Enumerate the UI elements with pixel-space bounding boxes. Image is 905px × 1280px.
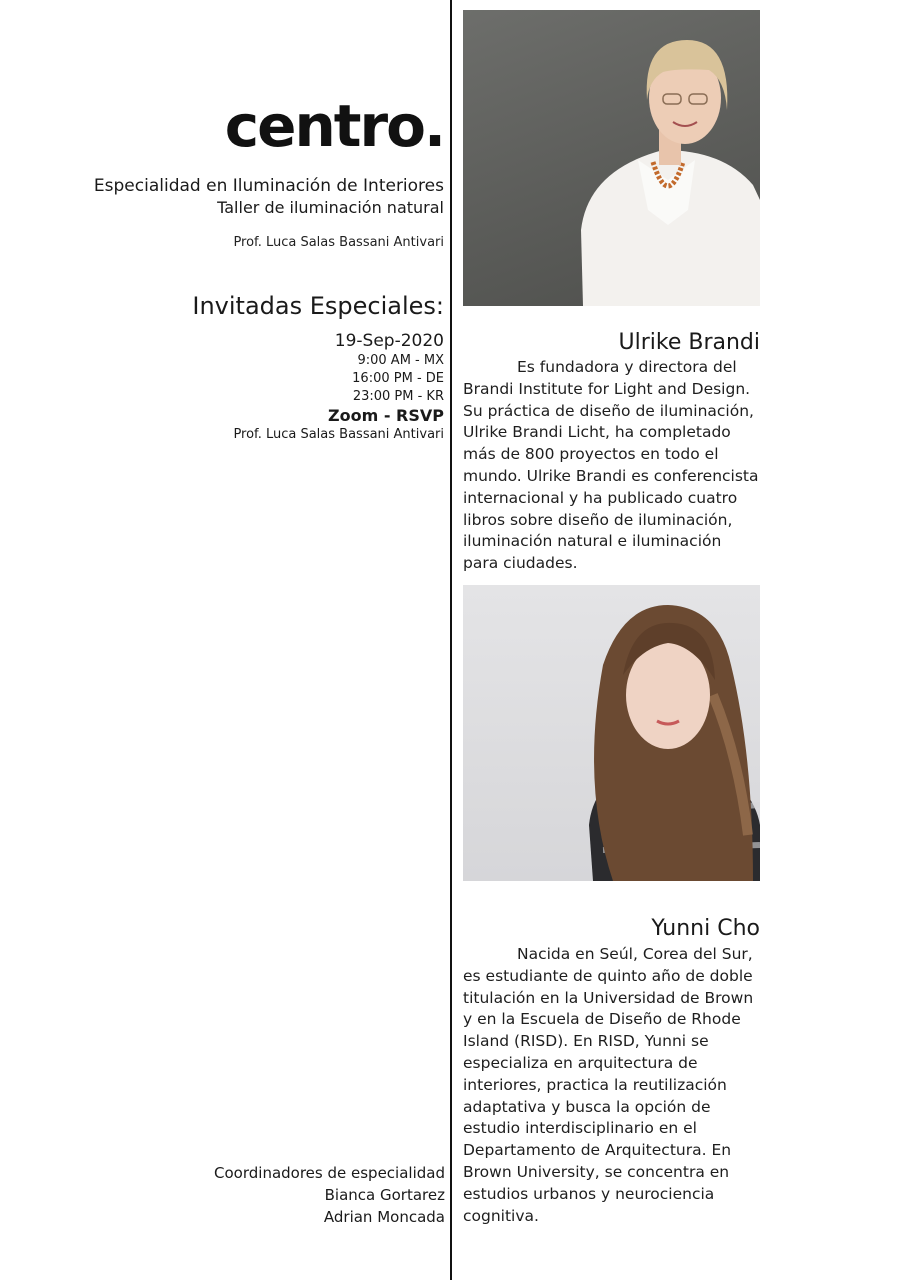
center-divider [450,0,452,1280]
coordinator-name: Bianca Gortarez [324,1186,445,1204]
event-time-mx: 9:00 AM - MX [357,353,444,368]
speaker-name: Ulrike Brandi [618,330,760,355]
program-professor: Prof. Luca Salas Bassani Antivari [233,235,444,250]
speaker-name: Yunni Cho [651,916,760,941]
coordinators-label: Coordinadores de especialidad [214,1164,445,1182]
speaker-bio: Nacida en Seúl, Corea del Sur, es estudiante de quinto año de doble titulación en la Universidad de Brown y en la Escuela de Diseño de Rhode Island (RISD). En RISD, Yunni se especializa en arquitectura de interiores, practica la reutilización adaptativa y busca la opción de estudio interdisciplinario en el Departamento de Arquitectura. En Brown University, se concentra en estudios urbanos y neurociencia cognitiva. [463,945,754,1225]
event-date: 19-Sep-2020 [334,331,444,351]
portrait-illustration [463,585,760,881]
guests-heading: Invitadas Especiales: [192,292,444,320]
speaker-photo-yunni [463,585,760,881]
program-block [94,176,444,218]
program-subtitle: Taller de iluminación natural [217,198,444,217]
event-time-de: 16:00 PM - DE [352,371,444,386]
portrait-illustration [463,10,760,306]
speaker-bio: Es fundadora y directora del Brandi Institute for Light and Design. Su práctica de diseño de iluminación, Ulrike Brandi Licht, ha completado más de 800 proyectos en todo el mundo. Ulrike Brandi es conferencista internacional y ha publicado cuatro libros sobre diseño de iluminación, iluminación natural e iluminación para ciudades. [463,358,759,573]
event-host: Prof. Luca Salas Bassani Antivari [233,427,444,442]
speaker-photo-ulrike [463,10,760,306]
coordinators-block [214,1162,445,1228]
brand-logo: centro. [224,92,444,160]
event-time-kr: 23:00 PM - KR [352,389,444,404]
event-platform: Zoom - RSVP [328,406,444,425]
program-title: Especialidad en Iluminación de Interiores [93,176,444,196]
event-details [233,331,444,444]
coordinator-name: Adrian Moncada [323,1208,445,1226]
